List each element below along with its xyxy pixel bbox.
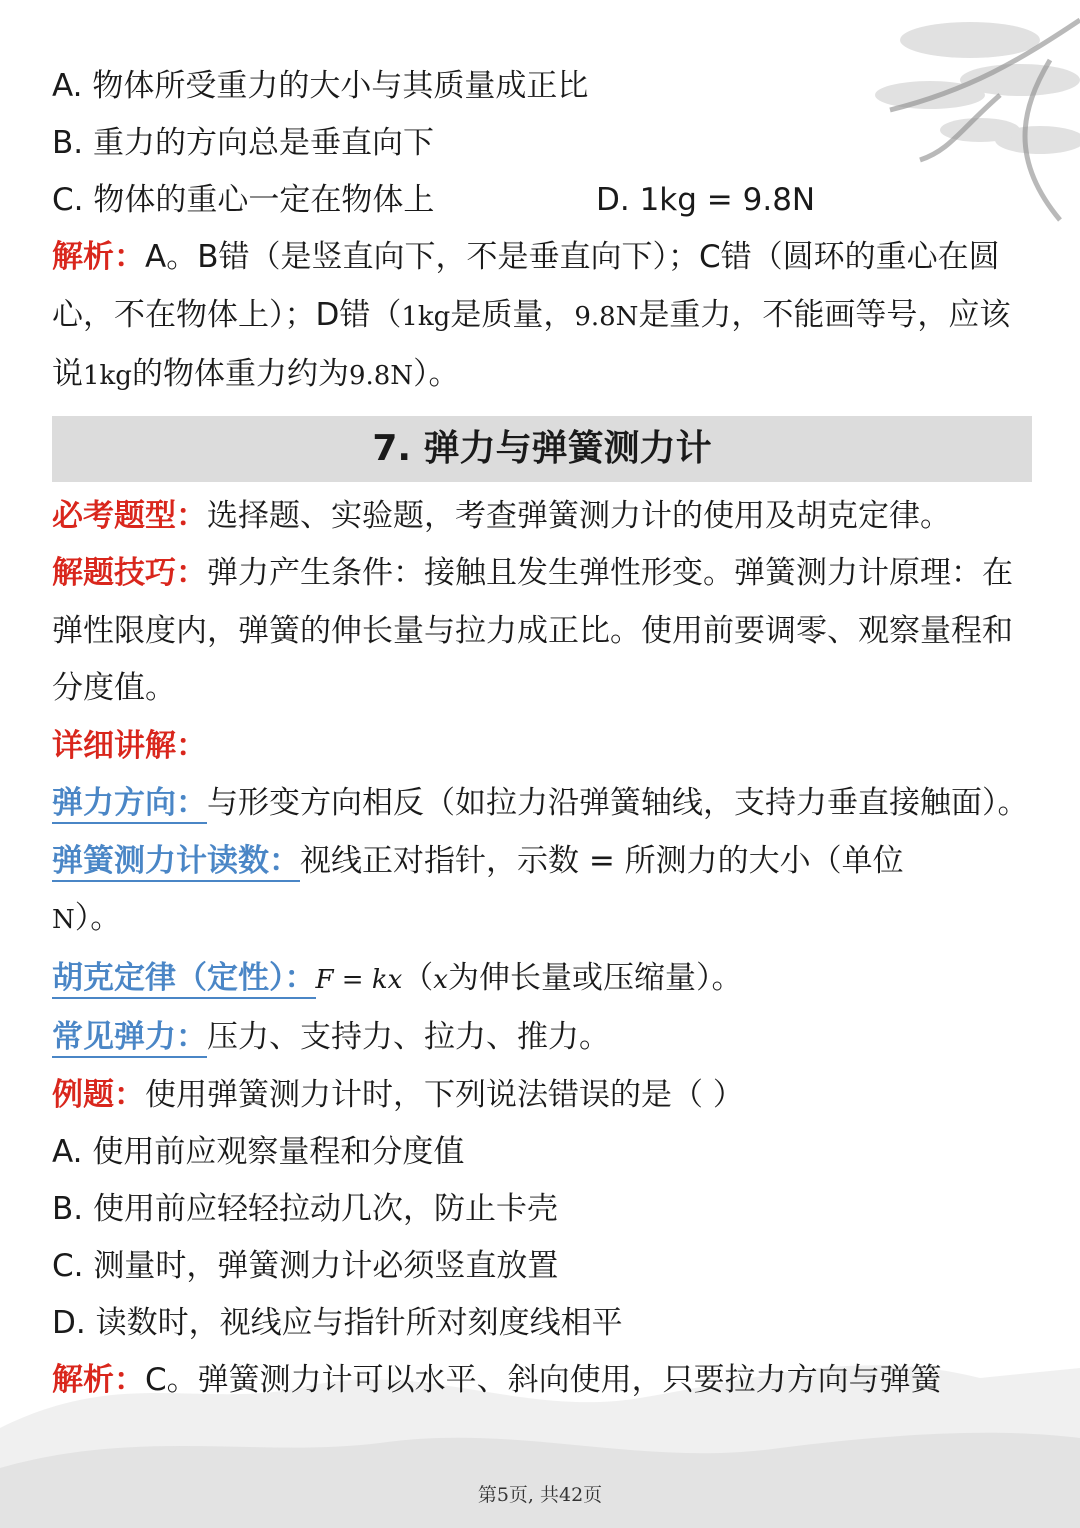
prev-option-row-cd [52,172,1032,229]
detail-heading [52,718,1032,776]
analysis-unit: 1kg [401,301,451,332]
reading-unit: N [52,905,75,935]
example-analysis-label: 解析： [52,1362,145,1398]
analysis-unit: 9.8N [574,301,639,332]
must-test-text: 选择题、实验题，考查弹簧测力计的使用及胡克定律。 [207,497,951,534]
example-analysis-text: C。弹簧测力计可以水平、斜向使用，只要拉力方向与弹簧 [145,1362,942,1398]
prev-option-a: A. 物体所受重力的大小与其质量成正比 [52,68,589,104]
prev-option-c: C. 物体的重心一定在物体上 [52,182,435,218]
example-option-b: B. 使用前应轻轻拉动几次，防止卡壳 [52,1191,558,1227]
example-text: 使用弹簧测力计时，下列说法错误的是（ ） [145,1076,744,1113]
tips-paragraph [52,545,1032,718]
analysis-text: 是重力，不能画等号，应该说 [52,296,1011,392]
must-test-label: 必考题型： [52,497,207,534]
detail-direction [52,775,1032,833]
content-area [52,58,1032,1410]
prev-option-b: B. 重力的方向总是垂直向下 [52,125,434,161]
tips-label: 解题技巧： [52,555,207,591]
reading-end: ）。 [74,900,122,936]
analysis-text: ）。 [413,356,460,392]
analysis-label: 解析： [52,239,145,275]
detail-hooke [52,950,1032,1010]
analysis-unit: 1kg [83,361,132,391]
hooke-paren: （ [402,959,434,996]
prev-analysis [52,229,1032,406]
example-option-d: D. 读数时，视线应与指针所对刻度线相平 [52,1305,623,1341]
must-test-paragraph [52,488,1032,546]
example-option-a: A. 使用前应观察量程和分度值 [52,1134,465,1170]
common-text: 压力、支持力、拉力、推力。 [207,1019,610,1055]
detail-label: 详细讲解： [52,727,207,764]
detail-reading [52,833,1032,950]
hooke-label: 胡克定律（定性）： [52,960,316,999]
tips-text: 弹力产生条件：接触且发生弹性形变。弹簧测力计原理：在弹性限度内，弹簧的伸长量与拉力成正比。使用前要调零、观察量程和分度值。 [52,555,1013,706]
hooke-formula: F = kx [315,964,403,995]
analysis-text: 是质量， [450,296,575,333]
direction-text: 与形变方向相反（如拉力沿弹簧轴线，支持力垂直接触面）。 [207,785,1029,821]
direction-label: 弹力方向： [52,785,207,824]
analysis-text: 的物体重力约为 [131,356,349,392]
prev-option-d: D. 1kg = 9.8N [596,182,816,218]
example-label: 例题： [52,1076,145,1113]
reading-label: 弹簧测力计读数： [52,843,300,882]
reading-text: 视线正对指针，示数 = 所测力的大小（单位 [300,842,904,879]
example-question [52,1067,1032,1125]
common-label: 常见弹力： [52,1019,207,1058]
hooke-var: x [433,964,448,995]
page-footer: 第5页, 共42页 [477,1484,603,1506]
analysis-unit: 9.8N [348,361,414,391]
example-analysis [52,1352,1032,1410]
example-option-c: C. 测量时，弹簧测力计必须竖直放置 [52,1248,559,1284]
detail-common [52,1009,1032,1067]
section-title: 7. 弹力与弹簧测力计 [52,416,1032,482]
hooke-text: 为伸长量或压缩量）。 [447,959,743,996]
analysis-text: A。B错（是竖直向下，不是垂直向下）；C错（圆环的重心在圆心，不在物体上）；D错（ [52,239,1000,333]
